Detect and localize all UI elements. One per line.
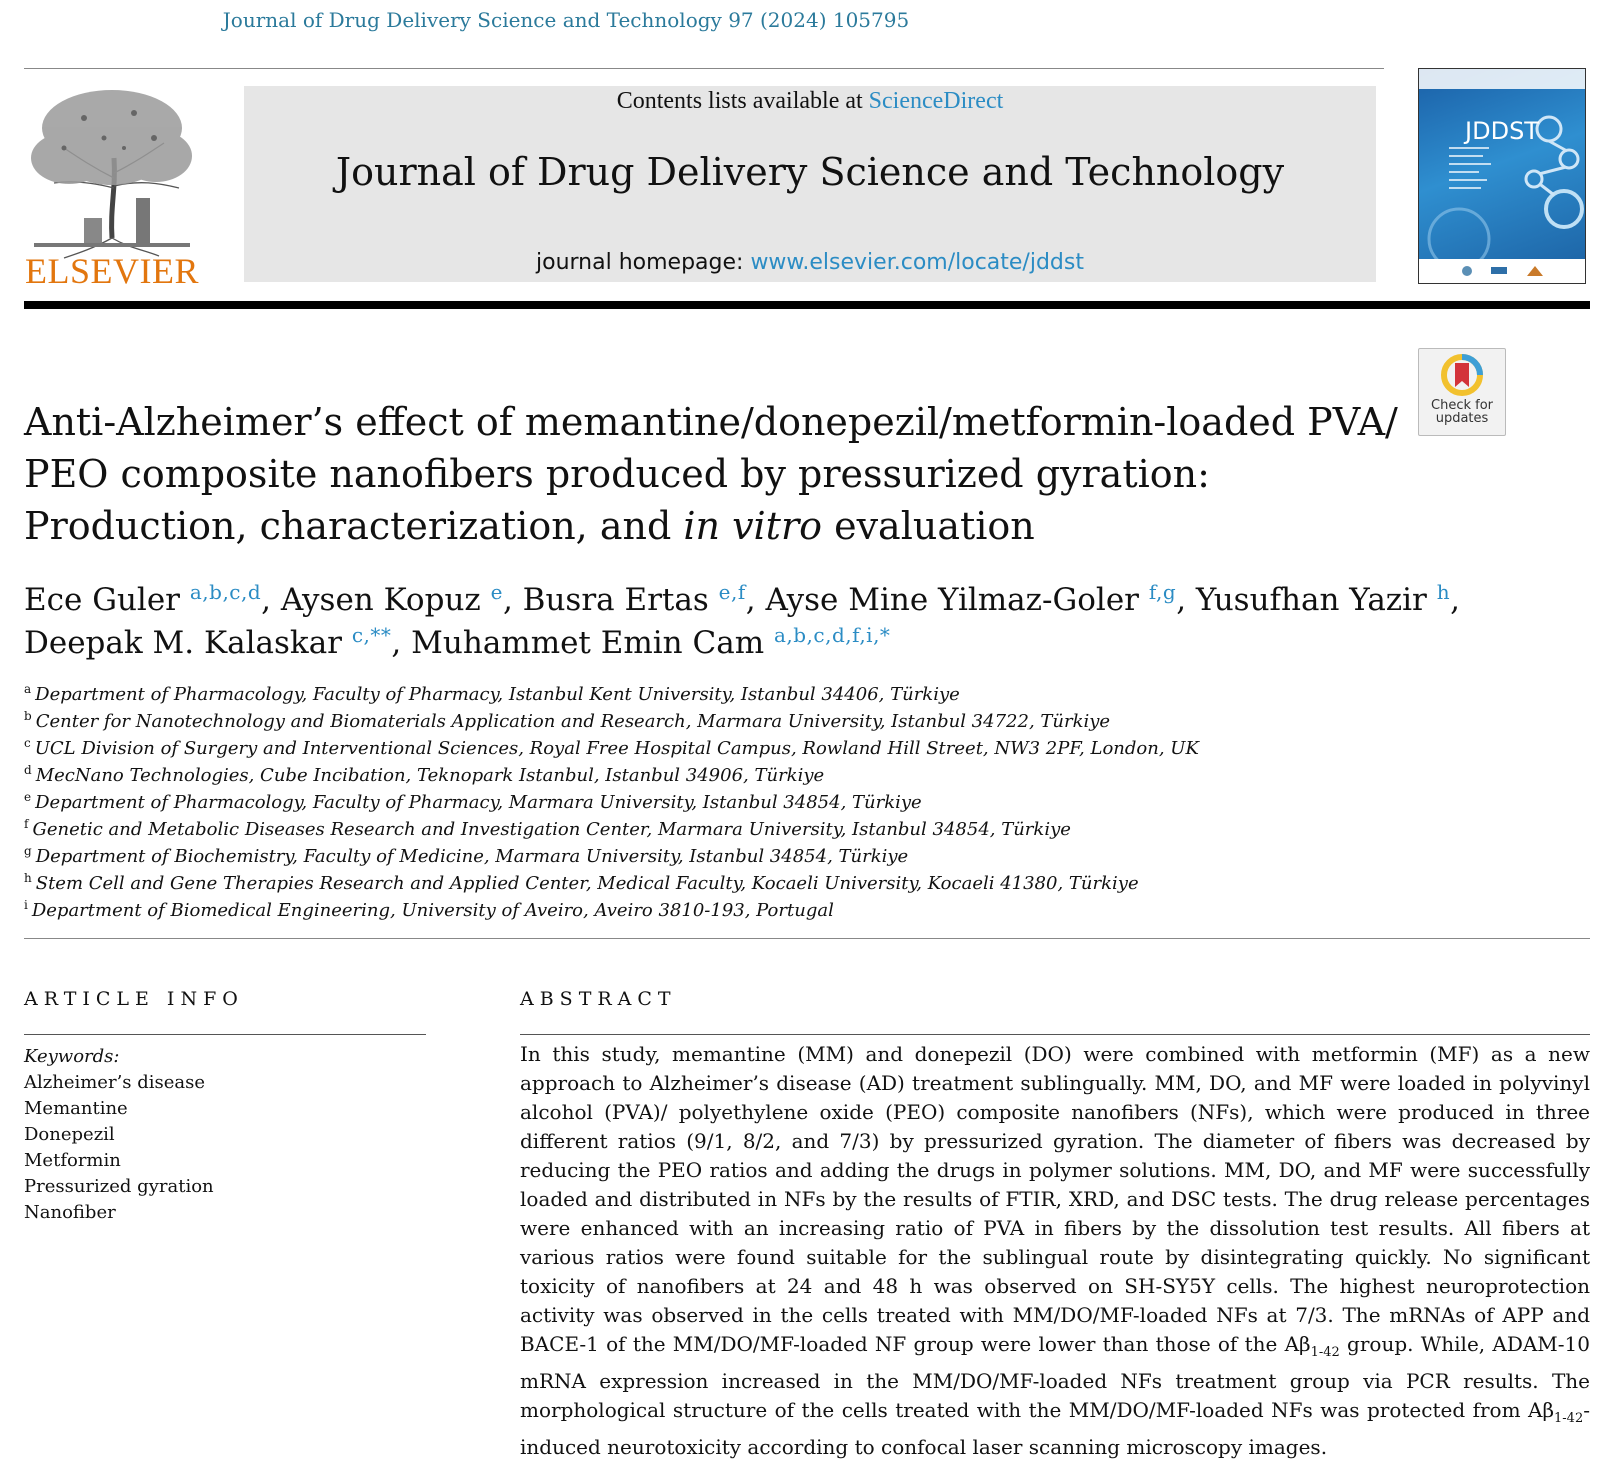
affiliation-item [24, 790, 1564, 817]
affiliation-text: Department of Biomedical Engineering, University of Aveiro, Aveiro 3810-193, Portugal [31, 900, 834, 921]
author-affiliation-marks[interactable]: f,g [1148, 580, 1177, 604]
sciencedirect-link[interactable]: ScienceDirect [868, 88, 1004, 114]
affiliation-letter: a [24, 682, 32, 696]
journal-cover-thumbnail[interactable] [1418, 68, 1586, 284]
elsevier-wordmark[interactable]: ELSEVIER [25, 251, 199, 291]
abstract-body [520, 1040, 1590, 1462]
affiliation-text: MecNano Technologies, Cube Incibation, Teknopark Istanbul, Istanbul 34906, Türkiye [35, 765, 825, 786]
author-name[interactable]: Ayse Mine Yilmaz-Goler [765, 582, 1139, 618]
abstract-text-c: -induced neurotoxicity according to confocal laser scanning microscopy images. [520, 1398, 1590, 1459]
title-italic: in vitro [683, 504, 822, 548]
affiliation-text: Stem Cell and Gene Therapies Research and Applied Center, Medical Faculty, Kocaeli University, Kocaeli 41380, Türkiye [35, 873, 1139, 894]
cover-art [1419, 69, 1585, 283]
author-name[interactable]: Busra Ertas [522, 582, 709, 618]
author-separator: , [1176, 582, 1196, 618]
journal-name: Journal of Drug Delivery Science and Technology [335, 150, 1285, 194]
affiliation-item [24, 709, 1564, 736]
homepage-link[interactable]: www.elsevier.com/locate/jddst [750, 250, 1084, 275]
author-separator: , [261, 582, 281, 618]
keyword-item: Nanofiber [24, 1202, 116, 1223]
affiliation-text: Genetic and Metabolic Diseases Research and Investigation Center, Marmara University, Istanbul 34854, Türkiye [32, 819, 1071, 840]
contents-line [244, 88, 1376, 115]
author-separator: , [1450, 582, 1460, 618]
author-name[interactable]: Aysen Kopuz [280, 582, 481, 618]
affiliation-letter: d [24, 763, 32, 777]
journal-masthead [244, 86, 1376, 282]
affiliation-item [24, 898, 1564, 925]
keywords-label: Keywords: [24, 1046, 120, 1067]
author-name[interactable]: Deepak M. Kalaskar [24, 625, 342, 661]
abstract-rule [520, 1034, 1590, 1035]
keywords-block [24, 1044, 214, 1226]
header-thick-divider [24, 301, 1590, 309]
contents-prefix: Contents lists available at [616, 88, 869, 114]
abstract-subscript: 1-42 [1554, 1411, 1584, 1426]
abstract-text-a: In this study, memantine (MM) and donepezil (DO) were combined with metformin (MF) as a new approach to Alzheimer’s disease (AD) treatment sublingually. MM, DO, and MF were loaded in polyvinyl alcohol (PVA)/ polyethylene oxide (PEO) composite nanofibers (NFs), which were produced in three different ratios (9/1, 8/2, and 7/3) by pressurized gyration. The diameter of fibers was decreased by reducing the PEO ratios and adding the drugs in polymer solutions. MM, DO, and MF were successfully loaded and distributed in NFs by the results of FTIR, XRD, and DSC tests. The drug release percentages were enhanced with an increasing ratio of PVA in fibers by the dissolution test results. All fibers at various ratios were found suitable for the sublingual route by disintegrating quickly. No significant toxicity of nanofibers at 24 and 48 h was observed on SH-SY5Y cells. The highest neuroprotection activity was observed in the cells treated with MM/DO/MF-loaded NFs at 7/3. The mRNAs of APP and BACE-1 of the MM/DO/MF-loaded NF group were lower than those of the Aβ [520, 1042, 1590, 1356]
crossmark-icon [1440, 353, 1484, 397]
author-affiliation-marks[interactable]: a,b,c,d,f,i,* [773, 623, 891, 647]
keyword-item: Pressurized gyration [24, 1176, 214, 1197]
author-affiliation-marks[interactable]: e [490, 580, 503, 604]
section-divider [24, 938, 1590, 939]
affiliation-item [24, 736, 1564, 763]
affiliation-letter: c [24, 736, 31, 750]
title-part1: Anti-Alzheimer’s effect of memantine/donepezil/metformin-loaded PVA/ PEO composite nanofibers produced by pressurized gyration: Production, characterization, and [24, 400, 1398, 548]
affiliation-letter: i [24, 898, 28, 912]
author-list [24, 580, 1564, 666]
homepage-prefix: journal homepage: [536, 250, 751, 275]
affiliation-text: Center for Nanotechnology and Biomaterials Application and Research, Marmara University, Istanbul 34722, Türkiye [35, 711, 1111, 732]
author-affiliation-marks[interactable]: h [1436, 580, 1451, 604]
cover-title: JDDST [1465, 117, 1539, 145]
keyword-item: Alzheimer’s disease [24, 1072, 206, 1093]
author-affiliation-marks[interactable]: c,** [351, 623, 392, 647]
affiliation-letter: e [24, 790, 32, 804]
author-affiliation-marks[interactable]: a,b,c,d [189, 580, 262, 604]
journal-reference[interactable]: Journal of Drug Delivery Science and Technology 97 (2024) 105795 [222, 8, 910, 32]
affiliation-letter: g [24, 844, 32, 858]
author-separator: , [745, 582, 766, 618]
affiliation-item [24, 844, 1564, 871]
homepage-line [244, 250, 1376, 275]
affiliation-letter: b [24, 709, 32, 723]
affiliation-item [24, 817, 1564, 844]
article-info-heading: ARTICLE INFO [24, 988, 244, 1010]
affiliation-text: Department of Biochemistry, Faculty of Medicine, Marmara University, Istanbul 34854, Türkiye [35, 846, 909, 867]
author-affiliation-marks[interactable]: e,f [718, 580, 746, 604]
author-separator: , [391, 625, 412, 661]
abstract-heading: ABSTRACT [520, 988, 677, 1010]
affiliation-item [24, 682, 1564, 709]
affiliation-letter: f [24, 817, 29, 831]
author-name[interactable]: Muhammet Emin Cam [411, 625, 765, 661]
author-separator: , [502, 582, 523, 618]
affiliation-letter: h [24, 871, 32, 885]
keyword-item: Metformin [24, 1150, 121, 1171]
affiliation-item [24, 871, 1564, 898]
abstract-text-b: group. While, ADAM-10 mRNA expression increased in the MM/DO/MF-loaded NFs treatment group via PCR results. The morphological structure of the cells treated with the MM/DO/MF-loaded NFs was protected from Aβ [520, 1332, 1590, 1422]
check-for-updates-badge[interactable] [1418, 348, 1506, 436]
crossmark-label: Check for updates [1431, 398, 1493, 426]
author-name[interactable]: Yusufhan Yazir [1195, 582, 1427, 618]
affiliation-text: UCL Division of Surgery and Interventional Sciences, Royal Free Hospital Campus, Rowland Hill Street, NW3 2PF, London, UK [34, 738, 1199, 759]
affiliation-text: Department of Pharmacology, Faculty of Pharmacy, Marmara University, Istanbul 34854, Türkiye [35, 792, 922, 813]
affiliation-item [24, 763, 1564, 790]
author-name[interactable]: Ece Guler [24, 582, 180, 618]
affiliation-text: Department of Pharmacology, Faculty of Pharmacy, Istanbul Kent University, Istanbul 34406, Türkiye [35, 684, 960, 705]
top-divider [24, 68, 1384, 69]
article-title [24, 396, 1404, 552]
abstract-subscript: 1-42 [1310, 1345, 1340, 1360]
affiliation-list [24, 682, 1564, 925]
keyword-item: Donepezil [24, 1124, 115, 1145]
title-part2: evaluation [822, 504, 1035, 548]
keyword-item: Memantine [24, 1098, 128, 1119]
article-info-rule [24, 1034, 426, 1035]
